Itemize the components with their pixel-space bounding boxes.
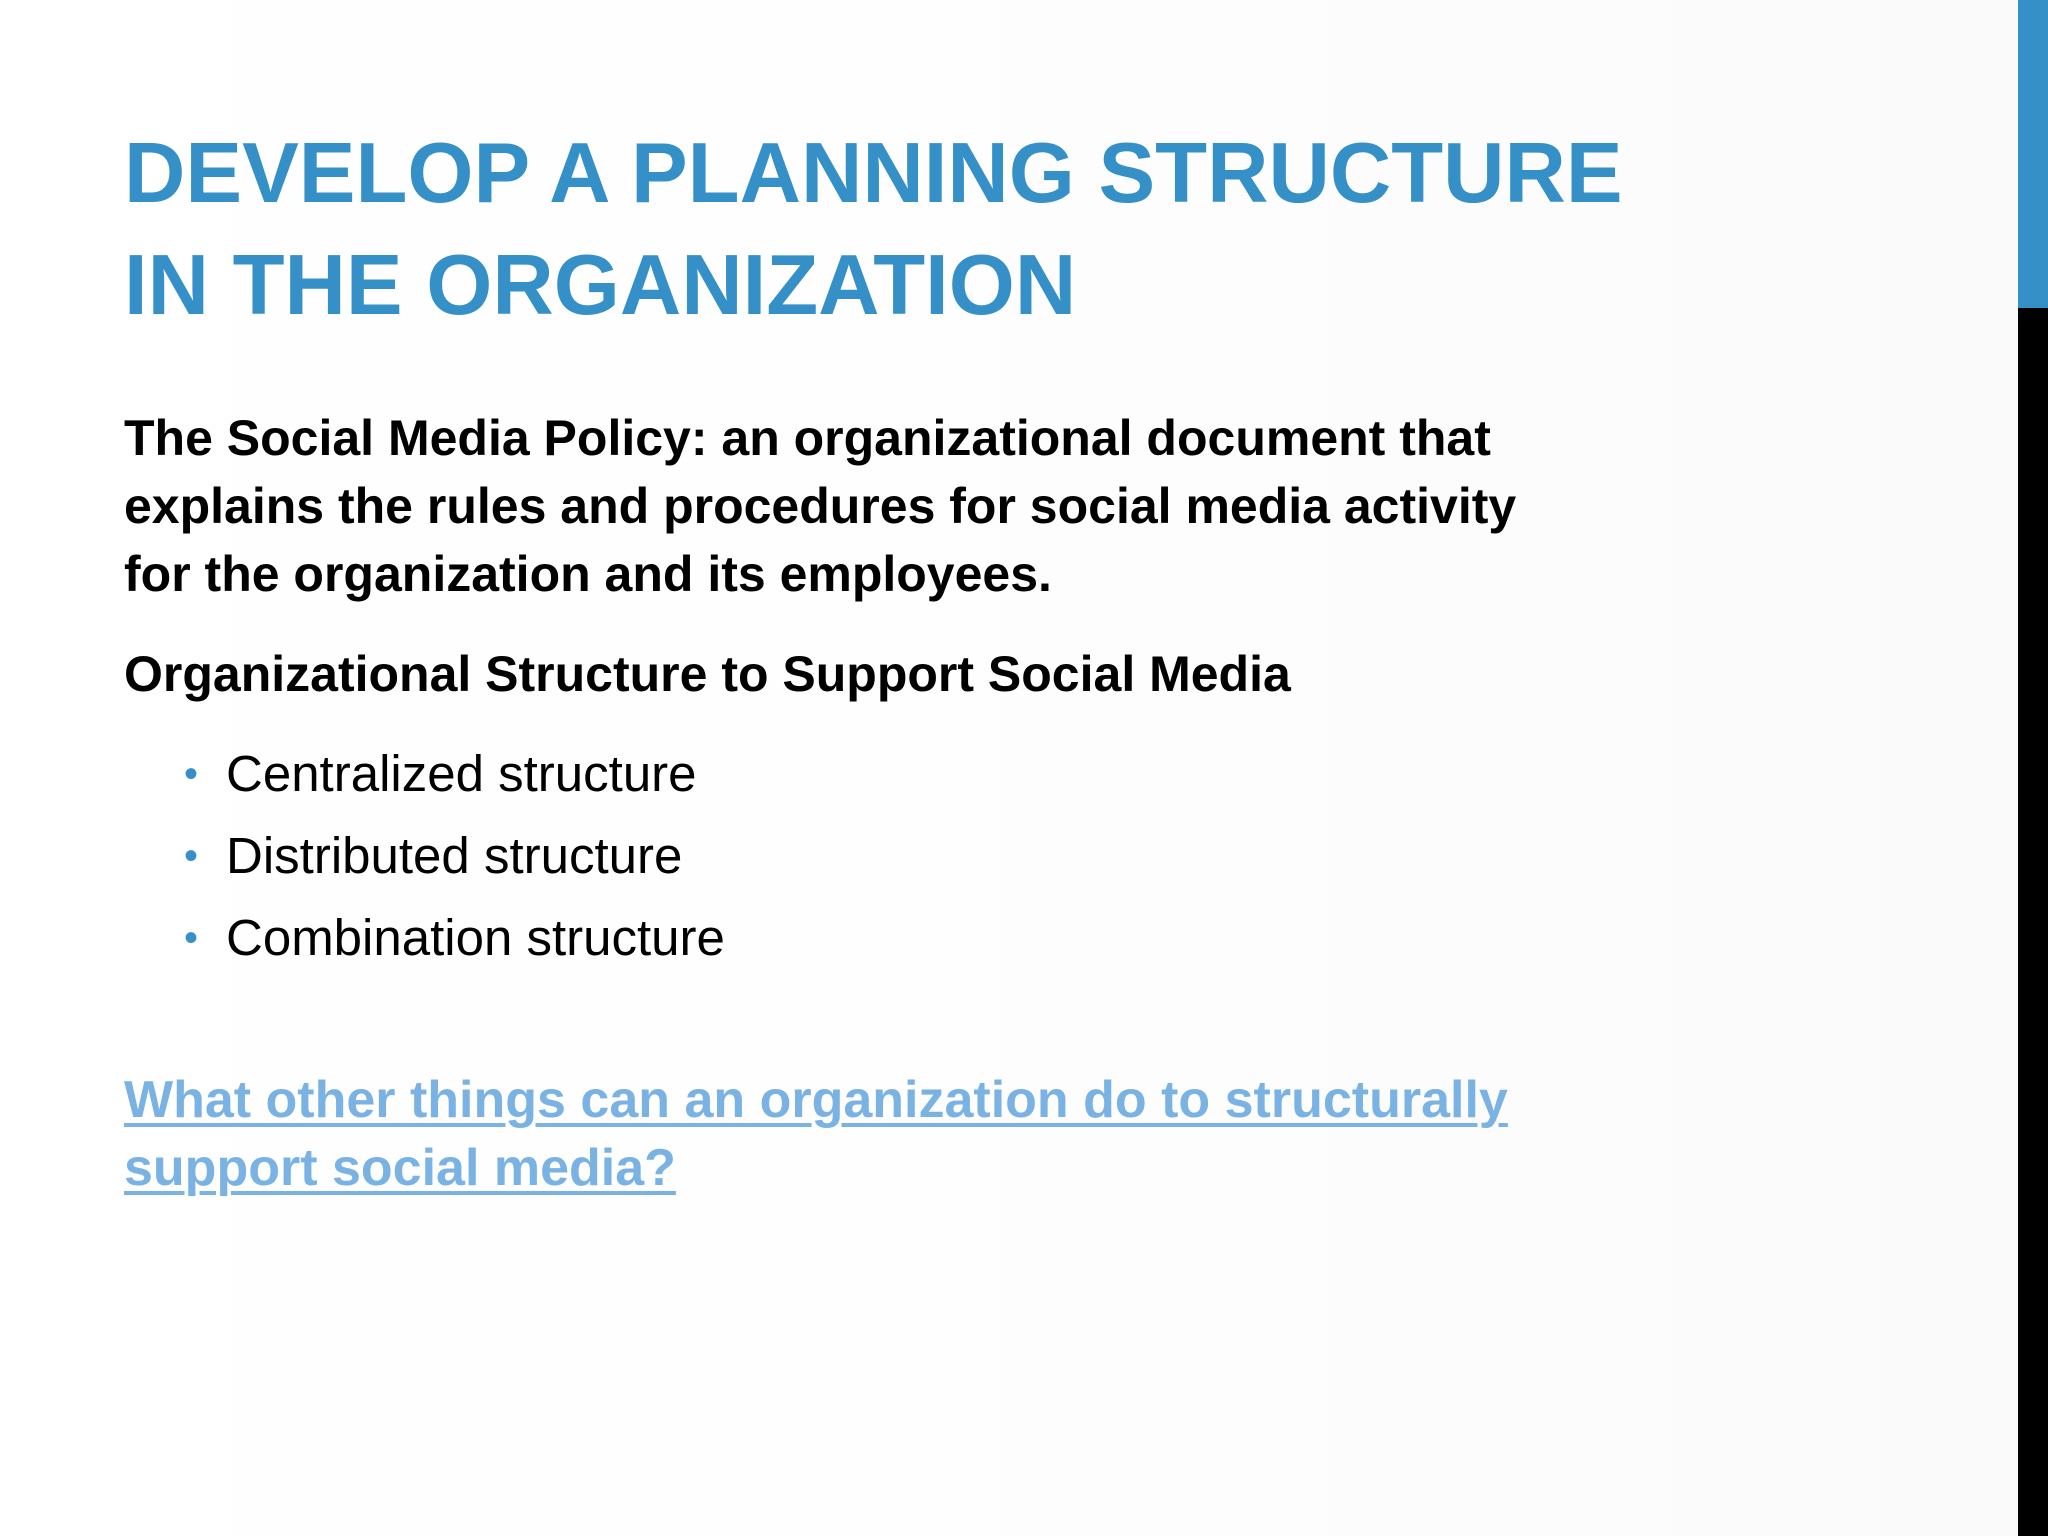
policy-definition xyxy=(124,404,1824,608)
list-item xyxy=(184,820,725,902)
discussion-question-link[interactable] xyxy=(124,1066,1824,1202)
policy-definition-line-3: for the organization and its employees. xyxy=(124,546,1052,602)
slide-title-line-1: DEVELOP A PLANNING STRUCTURE xyxy=(124,126,1623,221)
structure-subheading: Organizational Structure to Support Social Media xyxy=(124,646,1291,702)
bullet-icon: • xyxy=(184,834,199,878)
policy-definition-line-1: The Social Media Policy: an organizational document that xyxy=(124,410,1491,466)
list-item-label: Centralized structure xyxy=(226,745,697,802)
list-item xyxy=(184,902,725,984)
accent-bar-top xyxy=(2018,0,2048,308)
bullet-icon: • xyxy=(184,752,199,796)
bullet-icon: • xyxy=(184,916,199,960)
discussion-question-line-2[interactable]: support social media? xyxy=(124,1139,676,1197)
slide-title xyxy=(124,118,1884,342)
discussion-question-line-1[interactable]: What other things can an organization do to structurally xyxy=(124,1071,1508,1129)
structure-list xyxy=(184,738,725,984)
list-item xyxy=(184,738,725,820)
list-item-label: Combination structure xyxy=(226,909,725,966)
accent-bar-bottom xyxy=(2018,308,2048,1536)
slide-title-line-2: IN THE ORGANIZATION xyxy=(124,238,1077,333)
policy-definition-line-2: explains the rules and procedures for social media activity xyxy=(124,478,1517,534)
list-item-label: Distributed structure xyxy=(226,827,683,884)
